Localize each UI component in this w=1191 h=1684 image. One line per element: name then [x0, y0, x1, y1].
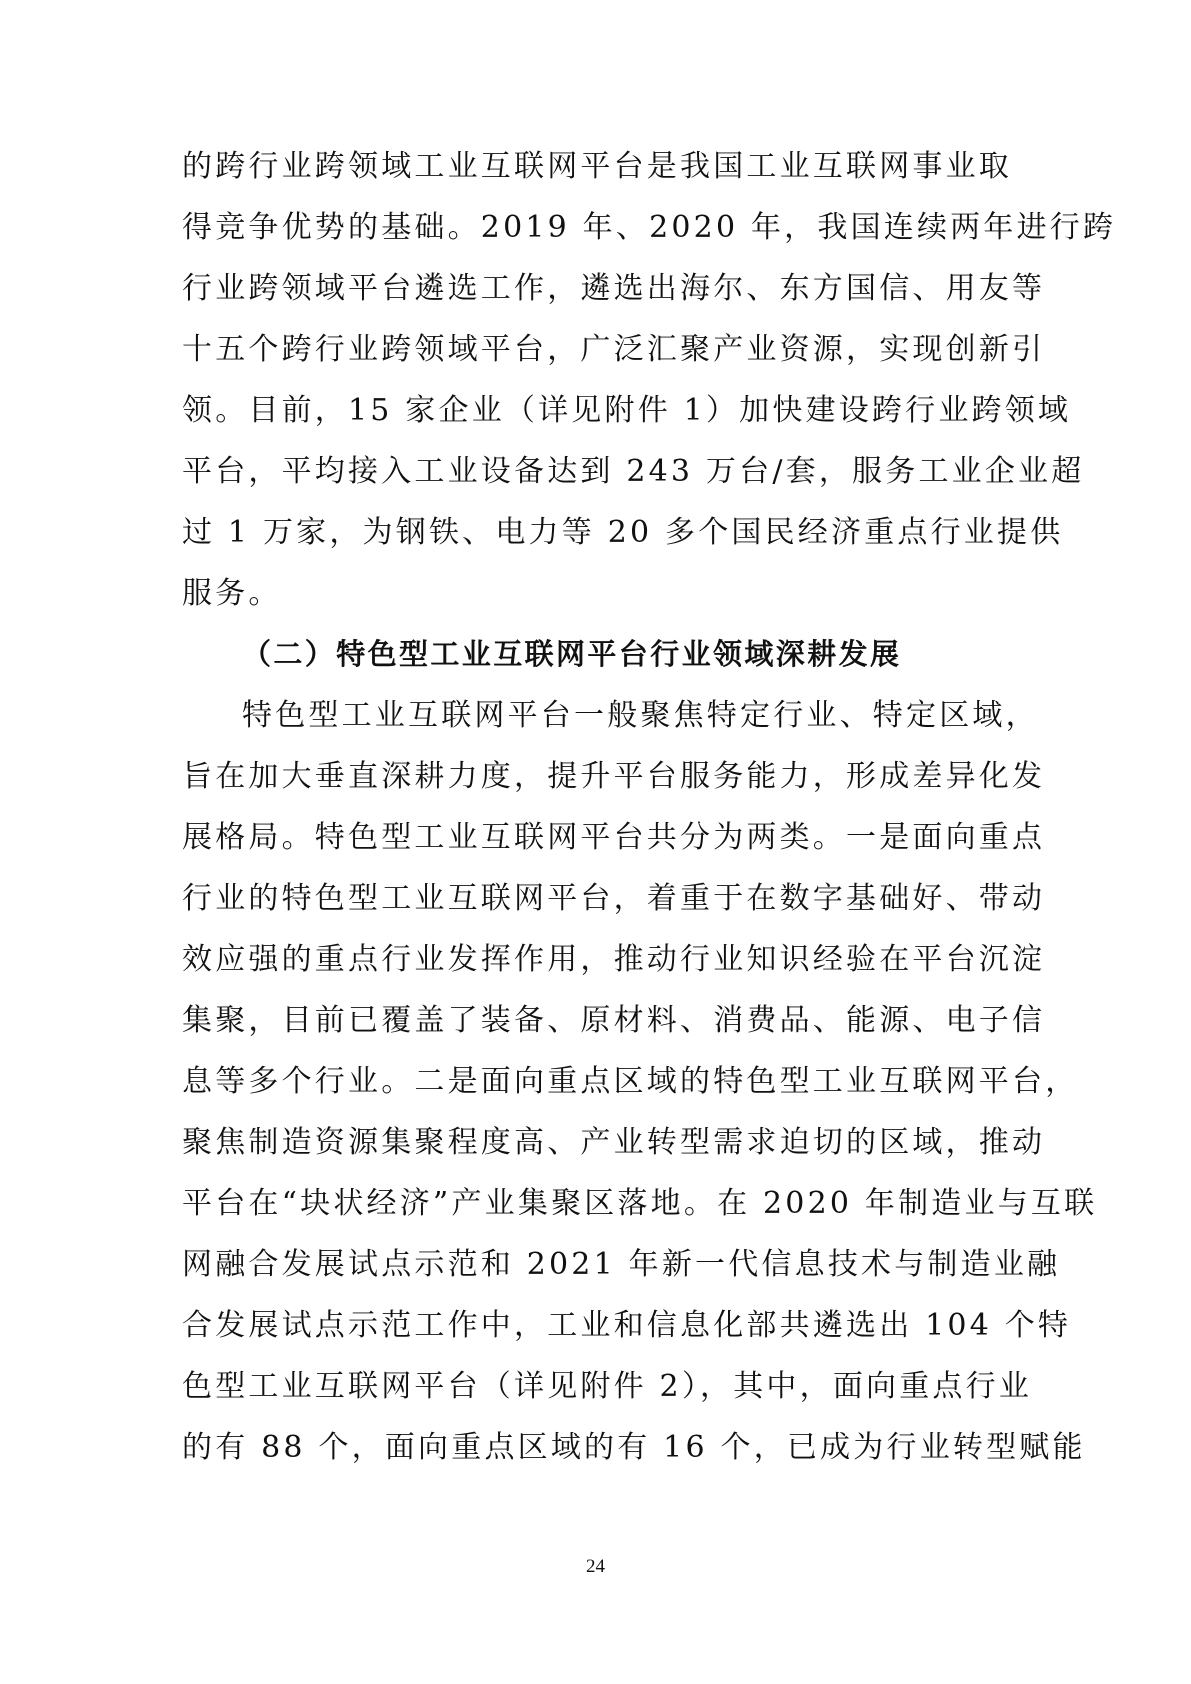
paragraph-line: 的有 88 个，面向重点区域的有 16 个，已成为行业转型赋能 [182, 1430, 1086, 1465]
paragraph-line: 十五个跨行业跨领域平台，广泛汇聚产业资源，实现创新引 [182, 332, 1046, 367]
paragraph-line: 息等多个行业。二是面向重点区域的特色型工业互联网平台， [182, 1064, 1079, 1099]
paragraph-line: 的跨行业跨领域工业互联网平台是我国工业互联网事业取 [182, 149, 1012, 184]
paragraph-line: 网融合发展试点示范和 2021 年新一代信息技术与制造业融 [182, 1247, 1061, 1282]
paragraph-line: 效应强的重点行业发挥作用，推动行业知识经验在平台沉淀 [182, 942, 1046, 977]
section-heading: （二）特色型工业互联网平台行业领域深耕发展 [242, 637, 902, 671]
paragraph-line: 服务。 [182, 576, 282, 611]
body-text [182, 136, 1117, 1478]
paragraph-line: 聚焦制造资源集聚程度高、产业转型需求迫切的区域，推动 [182, 1125, 1046, 1160]
paragraph-line: 平台，平均接入工业设备达到 243 万台/套，服务工业企业超 [182, 454, 1085, 489]
paragraph-line: 旨在加大垂直深耕力度，提升平台服务能力，形成差异化发 [182, 759, 1046, 794]
paragraph-line: 特色型工业互联网平台一般聚焦特定行业、特定区域， [242, 698, 1039, 733]
paragraph-line: 平台在“块状经济”产业集聚区落地。在 2020 年制造业与互联 [182, 1186, 1098, 1221]
paragraph-line: 展格局。特色型工业互联网平台共分为两类。一是面向重点 [182, 820, 1046, 855]
paragraph-line: 色型工业互联网平台（详见附件 2），其中，面向重点行业 [182, 1369, 1033, 1404]
page-number: 24 [586, 1556, 605, 1577]
paragraph-line: 过 1 万家，为钢铁、电力等 20 多个国民经济重点行业提供 [182, 515, 1064, 550]
paragraph-line: 得竞争优势的基础。2019 年、2020 年，我国连续两年进行跨 [182, 210, 1117, 245]
paragraph-line: 行业跨领域平台遴选工作，遴选出海尔、东方国信、用友等 [182, 271, 1046, 306]
paragraph-line: 合发展试点示范工作中，工业和信息化部共遴选出 104 个特 [182, 1308, 1072, 1343]
paragraph-line: 行业的特色型工业互联网平台，着重于在数字基础好、带动 [182, 881, 1046, 916]
paragraph-line: 领。目前，15 家企业（详见附件 1）加快建设跨行业跨领域 [182, 393, 1072, 428]
paragraph-line: 集聚，目前已覆盖了装备、原材料、消费品、能源、电子信 [182, 1003, 1046, 1038]
